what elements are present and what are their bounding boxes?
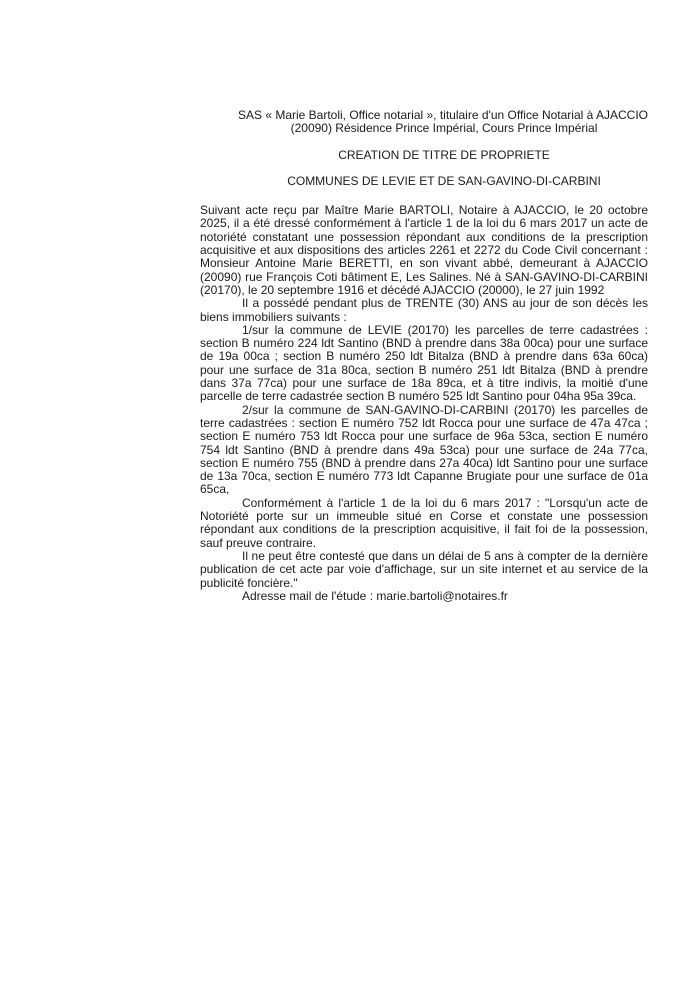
paragraph-act: Suivant acte reçu par Maître Marie BARTOLI, Notaire à AJACCIO, le 20 octobre 2025, il a été dressé conformément à l'article 1 de la loi du 6 mars 2017 un acte de notoriété constatant une possession répondant aux conditions de la prescription acquisitive et aux dispositions des articles 2261 et 2272 du Code Civil concernant : Monsieur Antoine Marie BERETTI, en son vivant abbé, demeurant à AJACCIO (20090) rue François Coti bâtiment E, Les Salines. Né à SAN-GAVINO-DI-CARBINI (20170), le 20 septembre 1916 et décédé AJACCIO (20000), le 27 juin 1992: [200, 203, 648, 297]
paragraph-levie-parcels: 1/sur la commune de LEVIE (20170) les parcelles de terre cadastrées : section B numéro 224 ldt Santino (BND à prendre dans 38a 00ca) pour une surface de 19a 00ca ; section B numéro 250 ldt Bitalza (BND à prendre dans 63a 60ca) pour une surface de 31a 80ca, section B numéro 251 ldt Bitalza (BND à prendre dans 37a 77ca) pour une surface de 18a 89ca, et à titre indivis, la moitié d'une parcelle de terre cadastrée section B numéro 525 ldt Santino pour 04ha 95a 39ca.: [200, 322, 648, 404]
document-subtitle: COMMUNES DE LEVIE ET DE SAN-GAVINO-DI-CARBINI: [287, 173, 601, 188]
document-body: [200, 204, 648, 603]
paragraph-possession: Il a possédé pendant plus de TRENTE (30) ANS au jour de son décès les biens immobiliers suivants :: [200, 296, 648, 324]
paragraph-email: Adresse mail de l'étude : marie.bartoli@notaires.fr: [242, 588, 508, 603]
office-header: [200, 109, 648, 136]
paragraph-law-article: Conformément à l'article 1 de la loi du 6 mars 2017 : "Lorsqu'un acte de Notoriété porte sur un immeuble situé en Corse et constate une possession répondant aux conditions de la prescription acquisitive, il fait foi de la possession, sauf preuve contraire.: [200, 495, 648, 550]
office-header-line1: SAS « Marie Bartoli, Office notarial », titulaire d'un Office Notarial à AJACCIO: [237, 108, 648, 122]
paragraph-contest-delay: Il ne peut être contesté que dans un délai de 5 ans à compter de la dernière publication de cet acte par voie d'affichage, sur un site internet et au service de la publicité foncière.": [200, 548, 648, 590]
paragraph-san-gavino-parcels: 2/sur la commune de SAN-GAVINO-DI-CARBINI (20170) les parcelles de terre cadastrées : section E numéro 752 ldt Rocca pour une surface de 47a 47ca ; section E numéro 753 ldt Rocca pour une surface de 96a 53ca, section E numéro 754 ldt Santino (BND à prendre dans 49a 53ca) pour une surface de 24a 77ca, section E numéro 755 (BND à prendre dans 27a 40ca) ldt Santino pour une surface de 13a 70ca, section E numéro 773 ldt Capanne Brugiate pour une surface de 01a 65ca,: [200, 402, 648, 497]
office-header-line2: (20090) Résidence Prince Impérial, Cours Prince Impérial: [290, 121, 598, 136]
document-title: CREATION DE TITRE DE PROPRIETE: [338, 147, 550, 162]
document-page: [200, 109, 648, 603]
